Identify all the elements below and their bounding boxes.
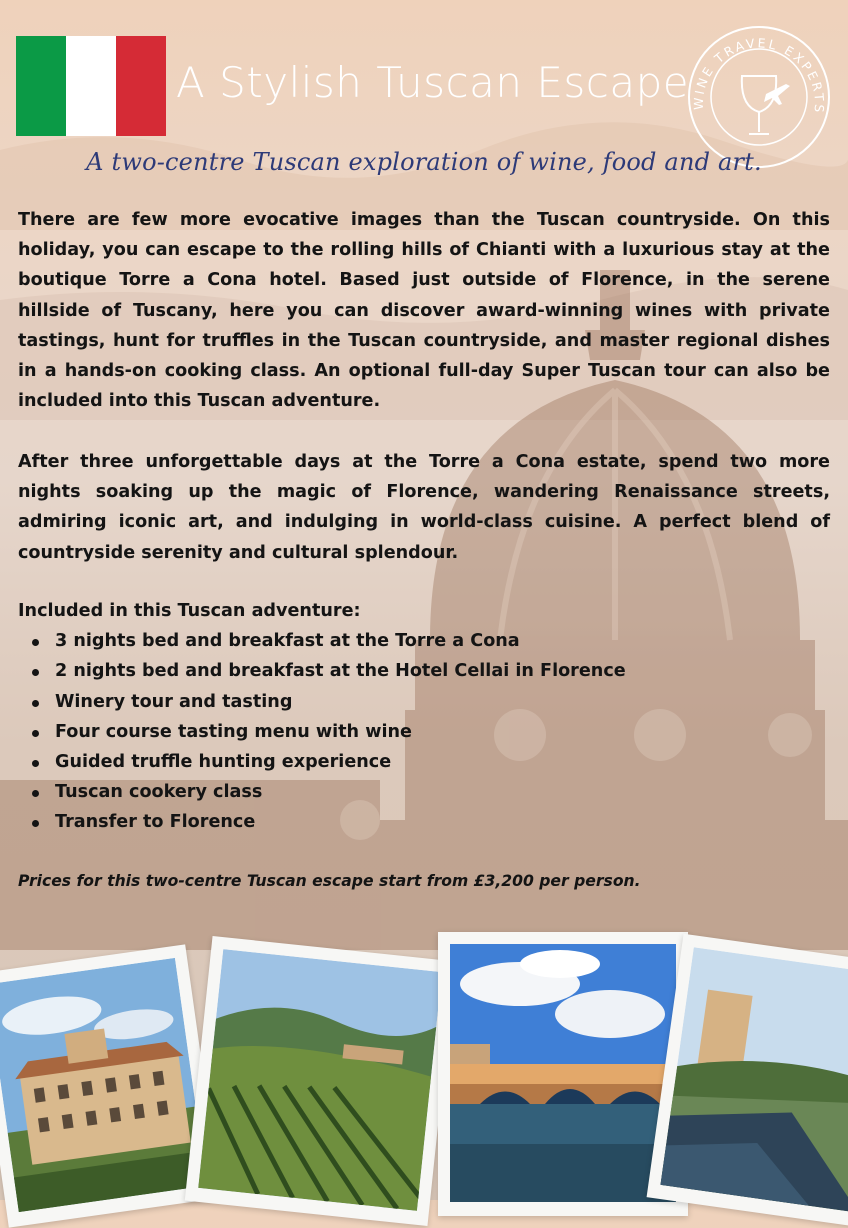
intro-paragraph-2 bbox=[18, 447, 830, 568]
included-section bbox=[18, 596, 830, 838]
included-list bbox=[18, 626, 830, 837]
included-item: 3 nights bed and breakfast at the Torre a Cona bbox=[18, 626, 830, 656]
included-item: Guided truffle hunting experience bbox=[18, 747, 830, 777]
page-title: A Stylish Tuscan Escape bbox=[176, 58, 690, 107]
included-item: 2 nights bed and breakfast at the Hotel Cellai in Florence bbox=[18, 656, 830, 686]
terrace-pool-photo bbox=[647, 934, 848, 1228]
vineyard-photo bbox=[185, 936, 455, 1226]
price-note: Prices for this two-centre Tuscan escape start from £3,200 per person. bbox=[18, 872, 641, 890]
included-heading: Included in this Tuscan adventure: bbox=[18, 601, 361, 621]
included-item: Transfer to Florence bbox=[18, 807, 830, 837]
included-item: Four course tasting menu with wine bbox=[18, 717, 830, 747]
intro-paragraph-1-text: There are few more evocative images than the Tuscan countryside. On this holiday, you can escape to the rolling hills of Chianti with a luxurious stay at the boutique Torre a Cona hotel. Based just outside of Florence, in the serene hillside of Tuscany, here you can discover award-winning wines with private tastings, hunt for truffles in the Tuscan countryside, and master regional dishes in a hands-on cooking class. An optional full-day Super Tuscan tour can also be included into this Tuscan adventure. bbox=[18, 210, 830, 412]
italian-flag bbox=[16, 36, 166, 136]
included-item: Tuscan cookery class bbox=[18, 777, 830, 807]
flag-stripe-red bbox=[116, 36, 166, 136]
svg-text:WINE TRAVEL EXPERTS: WINE TRAVEL EXPERTS bbox=[690, 35, 828, 116]
included-item: Winery tour and tasting bbox=[18, 687, 830, 717]
intro-paragraph-2-text: After three unforgettable days at the Torre a Cona estate, spend two more nights soaking up the magic of Florence, wandering Renaissance streets, admiring iconic art, and indulging in world-class cuisine. A perfect blend of countryside serenity and cultural splendour. bbox=[18, 452, 830, 563]
flag-stripe-white bbox=[66, 36, 116, 136]
intro-paragraph-1 bbox=[18, 205, 830, 416]
tagline: A two-centre Tuscan exploration of wine, food and art. bbox=[86, 148, 762, 176]
wine-glass-plane-icon bbox=[742, 76, 790, 134]
flag-stripe-green bbox=[16, 36, 66, 136]
